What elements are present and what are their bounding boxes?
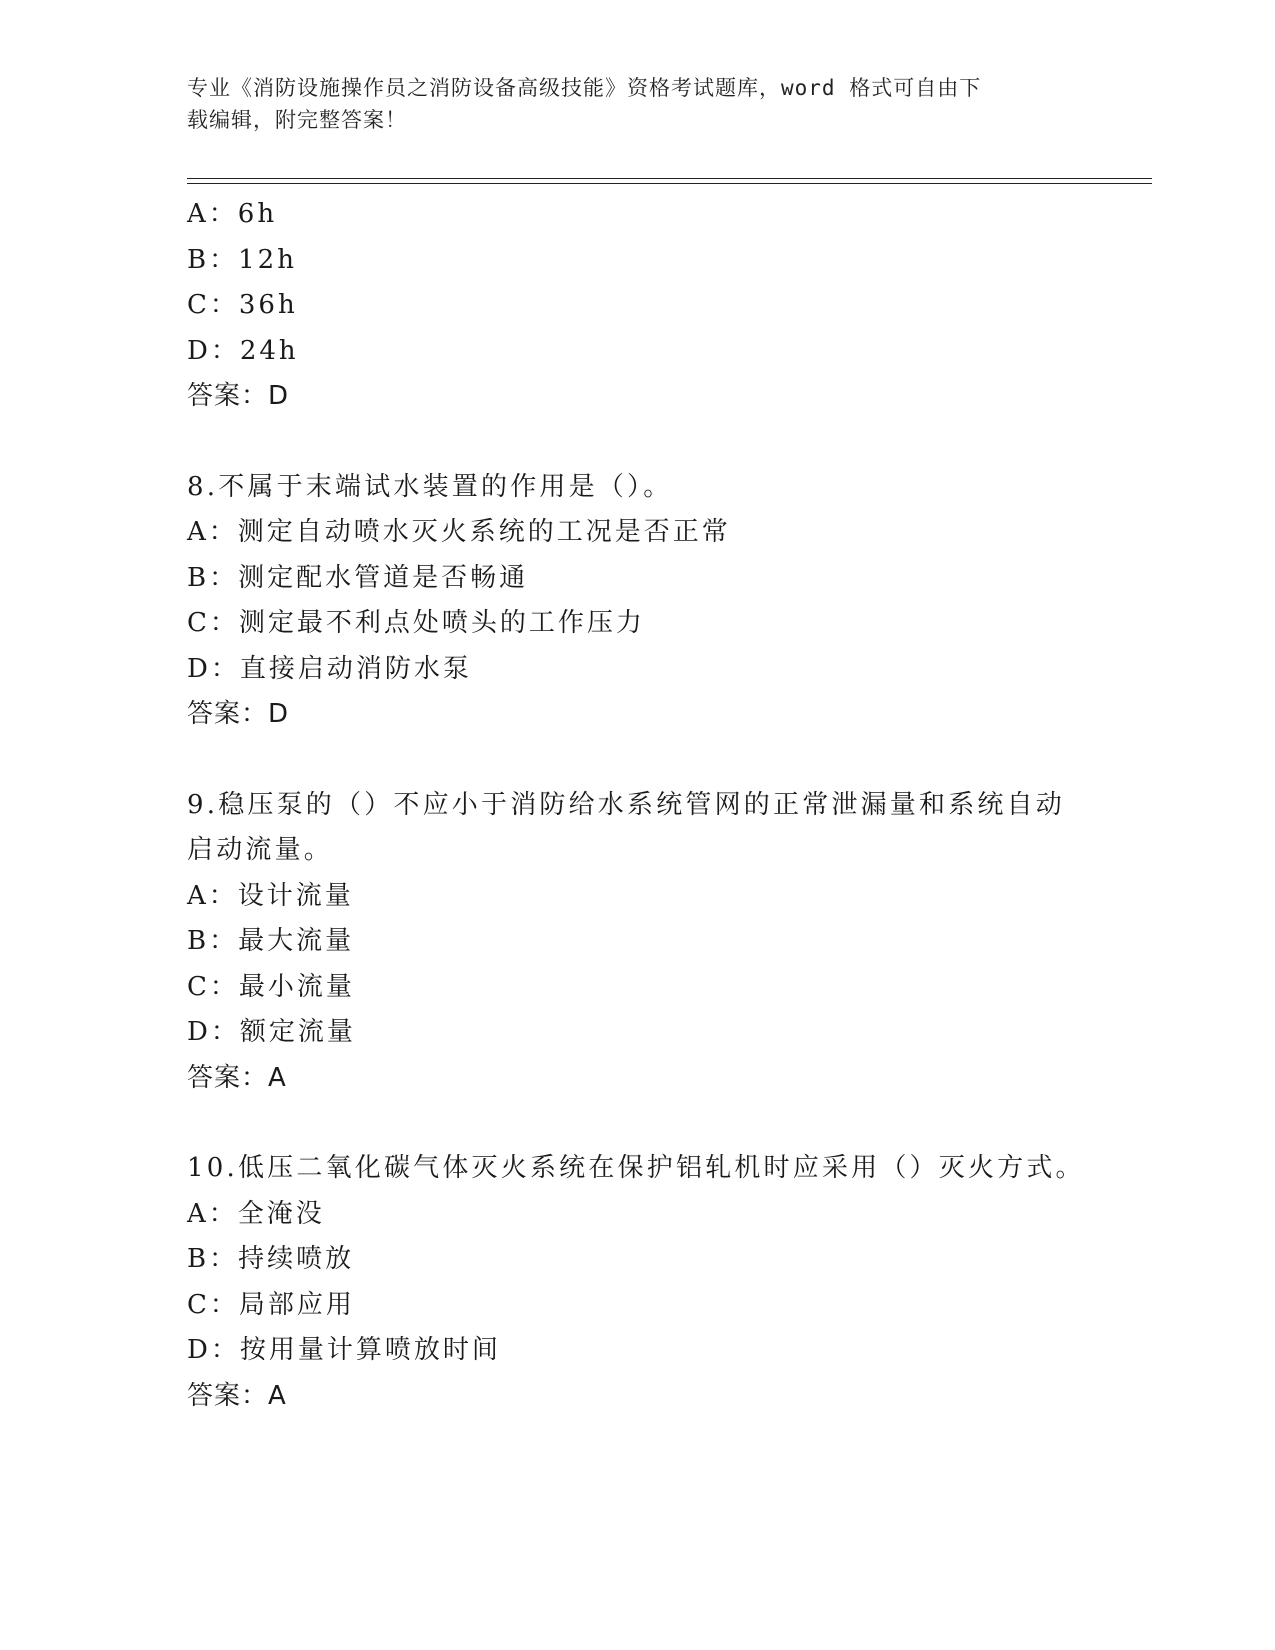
- question-list: [187, 192, 1152, 1419]
- question-7-continued: [187, 192, 1152, 420]
- option-c: C：局部应用: [187, 1289, 355, 1320]
- question-stem: 10.低压二氧化碳气体灭火系统在保护铝轧机时应采用（）灭火方式。: [187, 1153, 1085, 1183]
- option-a: A：全淹没: [187, 1198, 325, 1229]
- option-a: A：设计流量: [187, 880, 354, 911]
- document-header: [187, 72, 1067, 136]
- option-c: C：36h: [187, 290, 298, 320]
- header-divider-top: [187, 178, 1152, 179]
- option-b: B：测定配水管道是否畅通: [187, 562, 529, 593]
- header-divider-bottom: [187, 183, 1152, 184]
- header-line-1: 专业《消防设施操作员之消防设备高级技能》资格考试题库，word 格式可自由下: [187, 76, 982, 100]
- option-d: D：24h: [187, 335, 299, 366]
- question-stem: 8.不属于末端试水装置的作用是（）。: [187, 471, 673, 502]
- question-stem-continued: 启动流量。: [187, 835, 334, 865]
- option-d: D：额定流量: [187, 1017, 356, 1047]
- option-d: D：按用量计算喷放时间: [187, 1335, 501, 1365]
- answer-line: 答案：A: [187, 1062, 287, 1093]
- option-a: A：6h: [187, 199, 278, 229]
- question-10: [187, 1146, 1152, 1419]
- question-9: [187, 783, 1152, 1102]
- header-line-2: 载编辑，附完整答案！: [187, 108, 407, 132]
- option-b: B：12h: [187, 244, 297, 275]
- option-b: B：持续喷放: [187, 1244, 355, 1274]
- question-8: [187, 465, 1152, 738]
- answer-line: 答案：A: [187, 1380, 287, 1411]
- answer-line: 答案：D: [187, 699, 290, 729]
- option-d: D：直接启动消防水泵: [187, 653, 472, 684]
- question-stem: 9.稳压泵的（）不应小于消防给水系统管网的正常泄漏量和系统自动: [187, 789, 1066, 820]
- option-c: C：测定最不利点处喷头的工作压力: [187, 608, 645, 638]
- option-a: A：测定自动喷水灭火系统的工况是否正常: [187, 517, 731, 547]
- option-c: C：最小流量: [187, 971, 355, 1002]
- option-b: B：最大流量: [187, 926, 355, 956]
- answer-line: 答案：D: [187, 381, 290, 411]
